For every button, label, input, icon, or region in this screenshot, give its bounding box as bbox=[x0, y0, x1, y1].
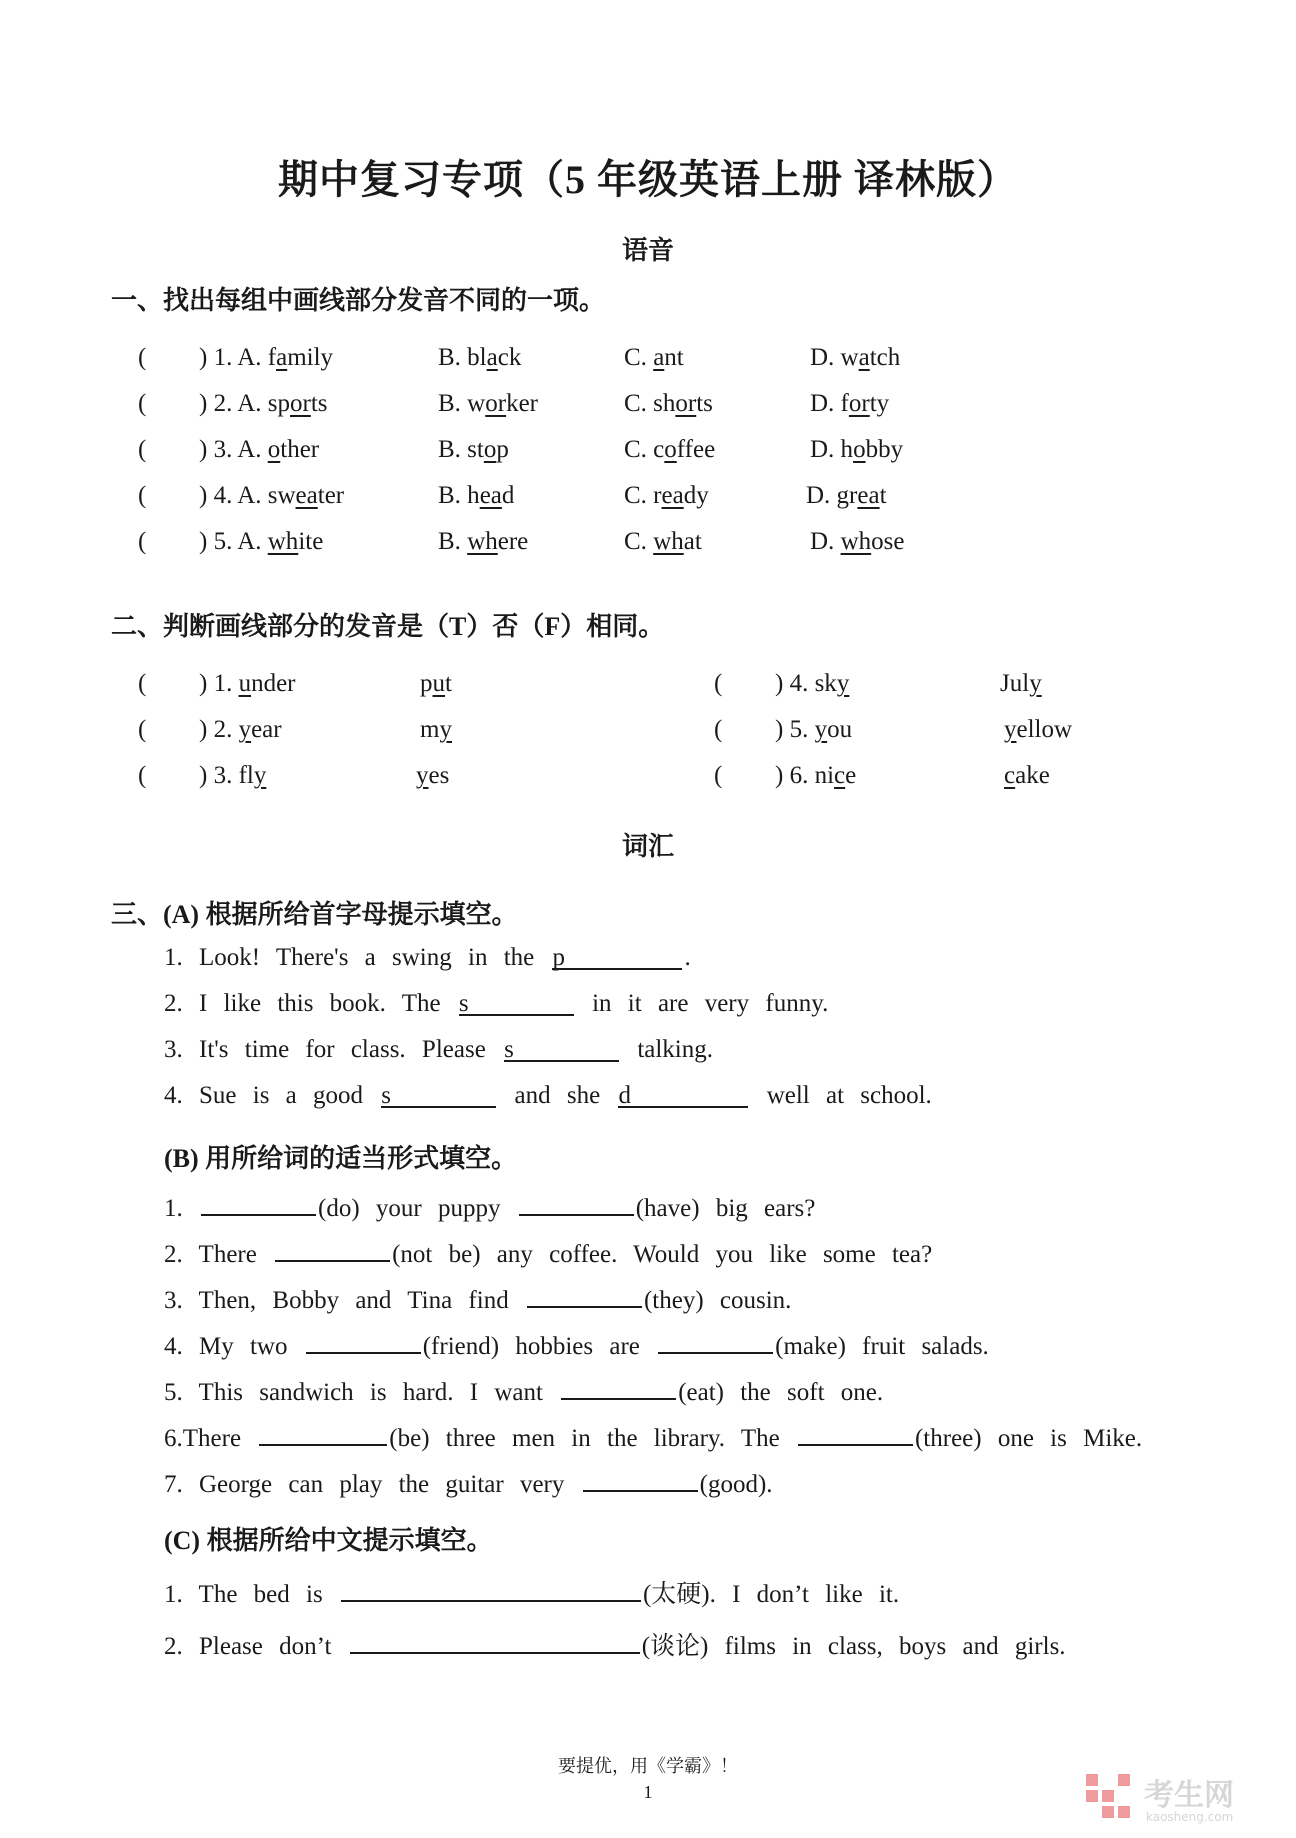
question-number: ) 2. bbox=[199, 716, 233, 743]
item-text: (make) fruit salads. bbox=[775, 1333, 989, 1360]
answer-blank[interactable] bbox=[519, 1190, 634, 1216]
answer-paren[interactable]: ( bbox=[138, 762, 147, 789]
item-text: in it are very funny. bbox=[592, 990, 829, 1017]
watermark-subtext: kaosheng.com bbox=[1146, 1810, 1234, 1824]
part2-row-3-left-word2 bbox=[416, 762, 449, 790]
word-2: July bbox=[1000, 670, 1042, 697]
question-number: ) 1. A. bbox=[199, 344, 262, 371]
answer-blank[interactable] bbox=[275, 1236, 390, 1262]
answer-blank[interactable] bbox=[504, 1036, 619, 1062]
item-text: (friend) hobbies are bbox=[422, 1333, 640, 1360]
option-c: C. what bbox=[624, 528, 702, 555]
item-text: (太硬). I don’t like it. bbox=[642, 1581, 900, 1608]
option-c: C. shorts bbox=[624, 390, 713, 417]
item-text: talking. bbox=[637, 1036, 713, 1063]
page-title: 期中复习专项（5 年级英语上册 译林版） bbox=[278, 157, 1018, 202]
answer-paren[interactable]: ( bbox=[138, 390, 147, 417]
word-1: fly bbox=[238, 762, 267, 789]
answer-paren[interactable]: ( bbox=[714, 670, 723, 697]
part2-row-3-left-word1 bbox=[199, 762, 266, 790]
word-2: my bbox=[420, 716, 452, 743]
part1-row-1-option-c bbox=[624, 344, 684, 372]
part2-row-2-left-word1 bbox=[199, 716, 282, 744]
answer-blank[interactable] bbox=[552, 944, 682, 970]
part1-row-3-option-a bbox=[199, 436, 319, 464]
option-a: family bbox=[267, 344, 334, 371]
answer-paren[interactable]: ( bbox=[138, 670, 147, 697]
option-b: B. where bbox=[438, 528, 529, 555]
part2-row-1-left-paren bbox=[138, 670, 146, 698]
item-text: 4. Sue is a good bbox=[164, 1082, 364, 1109]
part2-row-2-left-word2 bbox=[420, 716, 452, 744]
hint-letter: p bbox=[552, 944, 565, 971]
answer-paren[interactable]: ( bbox=[714, 716, 723, 743]
question-number: ) 4. bbox=[775, 670, 809, 697]
option-c: C. ready bbox=[624, 482, 709, 509]
part1-row-5-paren bbox=[138, 528, 146, 556]
part1-row-4-option-b bbox=[438, 482, 514, 510]
part2-row-1-right-word2 bbox=[1000, 670, 1042, 698]
option-d: D. watch bbox=[810, 344, 901, 371]
item-text: (be) three men in the library. The bbox=[389, 1425, 780, 1452]
question-number: ) 5. A. bbox=[199, 528, 262, 555]
part3a-item-2 bbox=[164, 990, 828, 1018]
item-text: (谈论) films in class, boys and girls. bbox=[641, 1633, 1066, 1660]
part3b-item-3 bbox=[164, 1282, 791, 1315]
option-b: B. worker bbox=[438, 390, 538, 417]
option-a: sweater bbox=[267, 482, 345, 509]
watermark-text: 考生网 bbox=[1144, 1778, 1234, 1813]
hint-letter: s bbox=[458, 990, 469, 1017]
item-text: (do) your puppy bbox=[318, 1195, 501, 1222]
answer-paren[interactable]: ( bbox=[138, 716, 147, 743]
part3b-heading: (B) 用所给词的适当形式填空。 bbox=[164, 1144, 518, 1173]
item-text: well at school. bbox=[766, 1082, 932, 1109]
part1-row-1-paren bbox=[138, 344, 146, 372]
answer-blank[interactable] bbox=[618, 1082, 748, 1108]
item-text: 3. Then, Bobby and Tina find bbox=[164, 1287, 509, 1314]
answer-blank[interactable] bbox=[798, 1420, 913, 1446]
part3b-item-1 bbox=[164, 1190, 815, 1223]
answer-paren[interactable]: ( bbox=[138, 436, 147, 463]
question-number: ) 3. bbox=[199, 762, 233, 789]
answer-paren[interactable]: ( bbox=[138, 344, 147, 371]
option-a: other bbox=[267, 436, 320, 463]
part2-row-3-left-paren bbox=[138, 762, 146, 790]
part3b-item-4 bbox=[164, 1328, 989, 1361]
part1-row-3-option-d bbox=[810, 436, 903, 464]
part3b-item-7 bbox=[164, 1466, 773, 1499]
part1-row-3-option-b bbox=[438, 436, 509, 464]
part1-row-4-option-a bbox=[199, 482, 344, 510]
word-1: you bbox=[814, 716, 853, 743]
option-c: C. ant bbox=[624, 344, 684, 371]
part2-row-2-right-paren bbox=[714, 716, 722, 744]
answer-blank[interactable] bbox=[658, 1328, 773, 1354]
question-number: ) 4. A. bbox=[199, 482, 262, 509]
question-number: ) 2. A. bbox=[199, 390, 262, 417]
answer-blank[interactable] bbox=[527, 1282, 642, 1308]
part1-row-5-option-d bbox=[810, 528, 904, 556]
hint-letter: d bbox=[618, 1082, 631, 1109]
section-label-phonics: 语音 bbox=[621, 236, 674, 265]
option-a: white bbox=[267, 528, 324, 555]
answer-blank[interactable] bbox=[583, 1466, 698, 1492]
part3b-item-5 bbox=[164, 1374, 883, 1407]
part3c-heading: (C) 根据所给中文提示填空。 bbox=[164, 1526, 493, 1555]
answer-blank[interactable] bbox=[350, 1628, 640, 1654]
part2-row-1-left-word1 bbox=[199, 670, 296, 698]
item-text: (eat) the soft one. bbox=[678, 1379, 884, 1406]
answer-blank[interactable] bbox=[561, 1374, 676, 1400]
watermark-logo bbox=[1084, 1768, 1274, 1828]
option-b: B. black bbox=[438, 344, 522, 371]
item-text: 2. I like this book. The bbox=[164, 990, 441, 1017]
item-text: and she bbox=[514, 1082, 601, 1109]
part3-heading: 三、(A) 根据所给首字母提示填空。 bbox=[111, 900, 518, 929]
item-text: (three) one is Mike. bbox=[914, 1425, 1143, 1452]
part3a-item-1 bbox=[164, 944, 691, 972]
part1-row-5-option-a bbox=[199, 528, 323, 556]
item-text: . bbox=[684, 944, 691, 971]
part3c-item-1 bbox=[164, 1574, 899, 1610]
part1-row-1-option-b bbox=[438, 344, 521, 372]
answer-blank[interactable] bbox=[341, 1576, 641, 1602]
answer-blank[interactable] bbox=[201, 1190, 316, 1216]
part3c-item-2 bbox=[164, 1626, 1066, 1662]
item-text: (have) big ears? bbox=[635, 1195, 816, 1222]
part2-row-3-right-paren bbox=[714, 762, 722, 790]
item-text: 7. George can play the guitar very bbox=[164, 1471, 565, 1498]
item-text: 4. My two bbox=[164, 1333, 288, 1360]
part1-row-2-option-a bbox=[199, 390, 328, 418]
answer-paren[interactable]: ( bbox=[138, 528, 147, 555]
answer-blank[interactable] bbox=[259, 1420, 387, 1446]
option-d: D. forty bbox=[810, 390, 890, 417]
part3b-item-6 bbox=[164, 1420, 1142, 1453]
answer-blank[interactable] bbox=[459, 990, 574, 1016]
item-text: 1. bbox=[164, 1195, 183, 1222]
answer-paren[interactable]: ( bbox=[714, 762, 723, 789]
word-1: nice bbox=[814, 762, 857, 789]
part2-row-3-right-word2 bbox=[1004, 762, 1050, 790]
word-2: cake bbox=[1004, 762, 1050, 789]
footer-slogan: 要提优，用《学霸》！ bbox=[558, 1756, 738, 1776]
part1-row-3-option-c bbox=[624, 436, 715, 464]
word-1: sky bbox=[814, 670, 850, 697]
hint-letter: s bbox=[381, 1082, 392, 1109]
answer-blank[interactable] bbox=[306, 1328, 421, 1354]
part2-heading: 二、判断画线部分的发音是（T）否（F）相同。 bbox=[111, 612, 665, 641]
part1-row-4-option-d bbox=[806, 482, 887, 510]
word-2: yes bbox=[416, 762, 450, 789]
option-b: B. stop bbox=[438, 436, 509, 463]
part3b-item-2 bbox=[164, 1236, 932, 1269]
item-text: 2. There bbox=[164, 1241, 257, 1268]
part1-row-4-option-c bbox=[624, 482, 709, 510]
answer-paren[interactable]: ( bbox=[138, 482, 147, 509]
part2-row-1-left-word2 bbox=[420, 670, 452, 698]
part1-row-4-paren bbox=[138, 482, 146, 510]
word-2: yellow bbox=[1004, 716, 1073, 743]
part2-row-1-right-word1 bbox=[775, 670, 849, 698]
hint-letter: s bbox=[504, 1036, 514, 1063]
option-b: B. head bbox=[438, 482, 515, 509]
part1-row-5-option-c bbox=[624, 528, 702, 556]
item-text: 2. Please don’t bbox=[164, 1633, 332, 1660]
part2-row-2-left-paren bbox=[138, 716, 146, 744]
item-text: 1. Look! There's a swing in the bbox=[164, 944, 535, 971]
part1-row-1-option-d bbox=[810, 344, 900, 372]
answer-blank[interactable] bbox=[381, 1082, 496, 1108]
part1-row-5-option-b bbox=[438, 528, 528, 556]
option-d: D. great bbox=[806, 482, 887, 509]
option-d: D. whose bbox=[810, 528, 905, 555]
part3a-item-4 bbox=[164, 1082, 932, 1110]
item-text: 3. It's time for class. Please bbox=[164, 1036, 486, 1063]
option-a: sports bbox=[267, 390, 328, 417]
page-number: 1 bbox=[643, 1782, 653, 1802]
item-text: (they) cousin. bbox=[643, 1287, 792, 1314]
item-text: 1. The bed is bbox=[164, 1581, 323, 1608]
part2-row-2-right-word2 bbox=[1004, 716, 1072, 744]
word-1: year bbox=[238, 716, 282, 743]
item-text: 5. This sandwich is hard. I want bbox=[164, 1379, 543, 1406]
section-label-vocab: 词汇 bbox=[621, 832, 674, 861]
word-2: put bbox=[420, 670, 452, 697]
option-d: D. hobby bbox=[810, 436, 904, 463]
part1-row-1-option-a bbox=[199, 344, 333, 372]
question-number: ) 5. bbox=[775, 716, 809, 743]
part2-row-3-right-word1 bbox=[775, 762, 856, 790]
part1-row-2-paren bbox=[138, 390, 146, 418]
part1-row-2-option-c bbox=[624, 390, 713, 418]
question-number: ) 6. bbox=[775, 762, 809, 789]
word-1: under bbox=[238, 670, 296, 697]
part2-row-1-right-paren bbox=[714, 670, 722, 698]
question-number: ) 1. bbox=[199, 670, 233, 697]
part1-row-2-option-b bbox=[438, 390, 538, 418]
part3a-item-3 bbox=[164, 1036, 713, 1064]
item-text: (good). bbox=[699, 1471, 773, 1498]
part2-row-2-right-word1 bbox=[775, 716, 852, 744]
option-c: C. coffee bbox=[624, 436, 716, 463]
item-text: (not be) any coffee. Would you like some tea? bbox=[392, 1241, 933, 1268]
part1-row-2-option-d bbox=[810, 390, 889, 418]
question-number: ) 3. A. bbox=[199, 436, 262, 463]
item-text: 6.There bbox=[164, 1425, 242, 1452]
part1-heading: 一、找出每组中画线部分发音不同的一项。 bbox=[111, 286, 606, 315]
part1-row-3-paren bbox=[138, 436, 146, 464]
